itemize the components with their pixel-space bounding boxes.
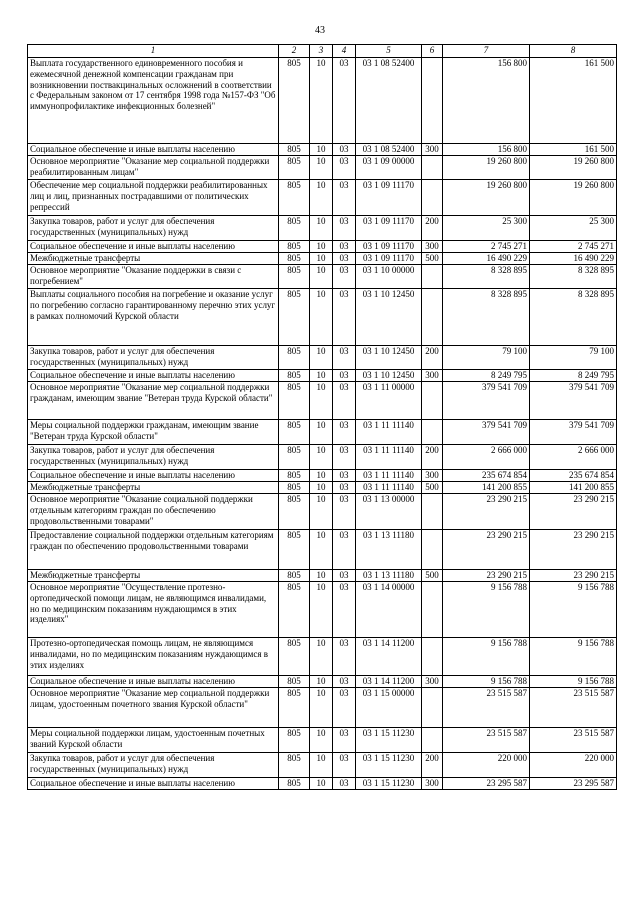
row-amount-year2: 19 260 800 bbox=[530, 180, 617, 216]
row-code-admin: 805 bbox=[279, 482, 310, 494]
row-amount-year1: 19 260 800 bbox=[443, 156, 530, 180]
row-code-target: 03 1 10 12450 bbox=[356, 346, 422, 370]
table-row bbox=[28, 241, 617, 253]
row-code-expense-type bbox=[422, 180, 443, 216]
row-code-subsection: 03 bbox=[333, 582, 356, 638]
row-code-expense-type: 300 bbox=[422, 370, 443, 382]
row-amount-year1: 23 290 215 bbox=[443, 494, 530, 530]
column-header: 1 bbox=[28, 45, 279, 58]
row-code-expense-type bbox=[422, 688, 443, 728]
row-name: Закупка товаров, работ и услуг для обеспечения государственных (муниципальных) нужд bbox=[28, 445, 279, 470]
table-row bbox=[28, 180, 617, 216]
row-code-section: 10 bbox=[310, 382, 333, 420]
row-code-subsection: 03 bbox=[333, 753, 356, 778]
row-code-section: 10 bbox=[310, 445, 333, 470]
row-amount-year2: 8 328 895 bbox=[530, 289, 617, 346]
budget-table bbox=[27, 44, 617, 790]
row-amount-year2: 379 541 709 bbox=[530, 420, 617, 445]
row-amount-year1: 2 745 271 bbox=[443, 241, 530, 253]
table-row bbox=[28, 216, 617, 241]
row-code-target: 03 1 13 11180 bbox=[356, 570, 422, 582]
row-amount-year1: 141 200 855 bbox=[443, 482, 530, 494]
row-code-subsection: 03 bbox=[333, 58, 356, 144]
row-amount-year2: 8 249 795 bbox=[530, 370, 617, 382]
row-name: Предоставление социальной поддержки отдельным категориям граждан по обеспечению продовольственными товарами bbox=[28, 530, 279, 570]
row-amount-year1: 23 295 587 bbox=[443, 778, 530, 790]
row-amount-year2: 16 490 229 bbox=[530, 253, 617, 265]
table-row bbox=[28, 58, 617, 144]
row-name: Межбюджетные трансферты bbox=[28, 482, 279, 494]
row-code-admin: 805 bbox=[279, 382, 310, 420]
row-name: Основное мероприятие "Оказание мер социальной поддержки реабилитированным лицам" bbox=[28, 156, 279, 180]
row-code-target: 03 1 11 11140 bbox=[356, 470, 422, 482]
table-row bbox=[28, 582, 617, 638]
row-code-subsection: 03 bbox=[333, 494, 356, 530]
row-code-admin: 805 bbox=[279, 180, 310, 216]
row-amount-year1: 16 490 229 bbox=[443, 253, 530, 265]
row-amount-year2: 19 260 800 bbox=[530, 156, 617, 180]
row-code-expense-type: 200 bbox=[422, 445, 443, 470]
row-code-admin: 805 bbox=[279, 778, 310, 790]
row-name: Основное мероприятие "Оказание поддержки в связи с погребением" bbox=[28, 265, 279, 289]
row-code-admin: 805 bbox=[279, 216, 310, 241]
row-code-expense-type: 300 bbox=[422, 676, 443, 688]
row-code-admin: 805 bbox=[279, 289, 310, 346]
table-row bbox=[28, 144, 617, 156]
row-amount-year1: 25 300 bbox=[443, 216, 530, 241]
row-code-section: 10 bbox=[310, 370, 333, 382]
row-code-admin: 805 bbox=[279, 265, 310, 289]
row-code-subsection: 03 bbox=[333, 216, 356, 241]
row-name: Протезно-ортопедическая помощь лицам, не являющимся инвалидами, но по медицинским показаниям нуждающимся в этих изделиях bbox=[28, 638, 279, 676]
row-code-expense-type: 200 bbox=[422, 216, 443, 241]
row-code-target: 03 1 09 11170 bbox=[356, 180, 422, 216]
row-amount-year2: 23 295 587 bbox=[530, 778, 617, 790]
row-code-target: 03 1 09 11170 bbox=[356, 241, 422, 253]
row-name: Основное мероприятие "Оказание социальной поддержки отдельным категориям граждан по обеспечению продовольственными товарами" bbox=[28, 494, 279, 530]
row-code-admin: 805 bbox=[279, 470, 310, 482]
row-name: Выплаты социального пособия на погребение и оказание услуг по погребению согласно гарантированному перечню этих услуг в рамках полномочий Курской области bbox=[28, 289, 279, 346]
row-code-expense-type: 300 bbox=[422, 144, 443, 156]
table-row bbox=[28, 482, 617, 494]
row-amount-year2: 141 200 855 bbox=[530, 482, 617, 494]
row-code-section: 10 bbox=[310, 180, 333, 216]
row-code-target: 03 1 15 11230 bbox=[356, 778, 422, 790]
row-code-expense-type bbox=[422, 382, 443, 420]
row-code-section: 10 bbox=[310, 753, 333, 778]
row-code-target: 03 1 08 52400 bbox=[356, 144, 422, 156]
row-code-section: 10 bbox=[310, 156, 333, 180]
table-row bbox=[28, 382, 617, 420]
table-row bbox=[28, 778, 617, 790]
row-code-subsection: 03 bbox=[333, 676, 356, 688]
row-code-section: 10 bbox=[310, 420, 333, 445]
row-amount-year2: 235 674 854 bbox=[530, 470, 617, 482]
row-name: Основное мероприятие "Осуществление протезно-ортопедической помощи лицам, не являющимся инвалидами, но по медицинским показаниям нуждающимся в этих изделиях" bbox=[28, 582, 279, 638]
row-name: Основное мероприятие "Оказание мер социальной поддержки лицам, удостоенным почетного звания Курской области" bbox=[28, 688, 279, 728]
row-code-section: 10 bbox=[310, 241, 333, 253]
row-code-expense-type: 300 bbox=[422, 470, 443, 482]
row-code-expense-type bbox=[422, 638, 443, 676]
table-row bbox=[28, 420, 617, 445]
row-amount-year1: 23 515 587 bbox=[443, 688, 530, 728]
row-code-expense-type: 300 bbox=[422, 778, 443, 790]
row-amount-year1: 220 000 bbox=[443, 753, 530, 778]
row-code-admin: 805 bbox=[279, 676, 310, 688]
row-name: Основное мероприятие "Оказание мер социальной поддержки гражданам, имеющим звание "Ветеран труда Курской области" bbox=[28, 382, 279, 420]
row-code-target: 03 1 15 11230 bbox=[356, 753, 422, 778]
row-amount-year2: 379 541 709 bbox=[530, 382, 617, 420]
row-name: Обеспечение мер социальной поддержки реабилитированных лиц и лиц, признанных пострадавшими от политических репрессий bbox=[28, 180, 279, 216]
row-amount-year2: 161 500 bbox=[530, 58, 617, 144]
table-row bbox=[28, 570, 617, 582]
row-code-expense-type bbox=[422, 156, 443, 180]
row-code-target: 03 1 15 00000 bbox=[356, 688, 422, 728]
table-header-row bbox=[28, 45, 617, 58]
row-code-admin: 805 bbox=[279, 445, 310, 470]
row-amount-year2: 9 156 788 bbox=[530, 582, 617, 638]
row-name: Выплата государственного единовременного пособия и ежемесячной денежной компенсации гражданам при возникновении поствакцинальных осложнений в соответствии с Федеральным законом от 17 сентября 1998 года №157-ФЗ "Об иммунопрофилактике инфекционных болезней" bbox=[28, 58, 279, 144]
table-row bbox=[28, 265, 617, 289]
row-amount-year1: 156 800 bbox=[443, 58, 530, 144]
row-code-expense-type: 500 bbox=[422, 570, 443, 582]
row-code-subsection: 03 bbox=[333, 265, 356, 289]
row-name: Закупка товаров, работ и услуг для обеспечения государственных (муниципальных) нужд bbox=[28, 753, 279, 778]
row-code-section: 10 bbox=[310, 470, 333, 482]
row-code-section: 10 bbox=[310, 289, 333, 346]
table-row bbox=[28, 156, 617, 180]
row-name: Закупка товаров, работ и услуг для обеспечения государственных (муниципальных) нужд bbox=[28, 346, 279, 370]
row-code-target: 03 1 10 12450 bbox=[356, 370, 422, 382]
row-amount-year1: 9 156 788 bbox=[443, 582, 530, 638]
row-code-subsection: 03 bbox=[333, 370, 356, 382]
row-amount-year2: 161 500 bbox=[530, 144, 617, 156]
row-code-section: 10 bbox=[310, 265, 333, 289]
row-code-subsection: 03 bbox=[333, 241, 356, 253]
row-amount-year1: 9 156 788 bbox=[443, 676, 530, 688]
row-code-target: 03 1 10 12450 bbox=[356, 289, 422, 346]
row-code-subsection: 03 bbox=[333, 382, 356, 420]
row-code-target: 03 1 09 11170 bbox=[356, 216, 422, 241]
row-code-subsection: 03 bbox=[333, 530, 356, 570]
row-code-subsection: 03 bbox=[333, 420, 356, 445]
row-code-expense-type bbox=[422, 58, 443, 144]
table-row bbox=[28, 728, 617, 753]
row-code-expense-type bbox=[422, 582, 443, 638]
row-name: Меры социальной поддержки гражданам, имеющим звание "Ветеран труда Курской области" bbox=[28, 420, 279, 445]
row-code-target: 03 1 11 11140 bbox=[356, 482, 422, 494]
row-code-section: 10 bbox=[310, 778, 333, 790]
row-code-section: 10 bbox=[310, 144, 333, 156]
table-row bbox=[28, 494, 617, 530]
row-code-admin: 805 bbox=[279, 346, 310, 370]
row-code-section: 10 bbox=[310, 570, 333, 582]
column-header: 7 bbox=[443, 45, 530, 58]
row-code-subsection: 03 bbox=[333, 470, 356, 482]
row-amount-year1: 23 515 587 bbox=[443, 728, 530, 753]
row-code-section: 10 bbox=[310, 582, 333, 638]
page-number: 43 bbox=[315, 25, 325, 36]
table-body bbox=[28, 58, 617, 790]
column-header: 8 bbox=[530, 45, 617, 58]
table-row bbox=[28, 253, 617, 265]
row-name: Закупка товаров, работ и услуг для обеспечения государственных (муниципальных) нужд bbox=[28, 216, 279, 241]
row-amount-year1: 379 541 709 bbox=[443, 420, 530, 445]
row-code-admin: 805 bbox=[279, 688, 310, 728]
row-code-section: 10 bbox=[310, 346, 333, 370]
row-code-subsection: 03 bbox=[333, 482, 356, 494]
row-code-subsection: 03 bbox=[333, 156, 356, 180]
row-code-expense-type bbox=[422, 265, 443, 289]
row-code-target: 03 1 14 11200 bbox=[356, 638, 422, 676]
row-amount-year1: 8 328 895 bbox=[443, 289, 530, 346]
row-code-section: 10 bbox=[310, 676, 333, 688]
row-code-admin: 805 bbox=[279, 156, 310, 180]
table-row bbox=[28, 676, 617, 688]
table-row bbox=[28, 445, 617, 470]
table-row bbox=[28, 370, 617, 382]
row-amount-year1: 9 156 788 bbox=[443, 638, 530, 676]
row-code-subsection: 03 bbox=[333, 728, 356, 753]
row-name: Социальное обеспечение и иные выплаты населению bbox=[28, 370, 279, 382]
row-code-subsection: 03 bbox=[333, 638, 356, 676]
row-code-admin: 805 bbox=[279, 420, 310, 445]
row-amount-year1: 379 541 709 bbox=[443, 382, 530, 420]
row-amount-year2: 9 156 788 bbox=[530, 676, 617, 688]
column-header: 6 bbox=[422, 45, 443, 58]
row-code-admin: 805 bbox=[279, 582, 310, 638]
row-code-subsection: 03 bbox=[333, 445, 356, 470]
row-code-admin: 805 bbox=[279, 370, 310, 382]
row-code-subsection: 03 bbox=[333, 778, 356, 790]
row-code-section: 10 bbox=[310, 638, 333, 676]
row-amount-year2: 8 328 895 bbox=[530, 265, 617, 289]
row-code-admin: 805 bbox=[279, 58, 310, 144]
row-code-admin: 805 bbox=[279, 144, 310, 156]
row-amount-year1: 23 290 215 bbox=[443, 530, 530, 570]
row-code-expense-type bbox=[422, 420, 443, 445]
row-amount-year2: 23 515 587 bbox=[530, 728, 617, 753]
row-amount-year1: 23 290 215 bbox=[443, 570, 530, 582]
table-row bbox=[28, 688, 617, 728]
row-amount-year2: 9 156 788 bbox=[530, 638, 617, 676]
row-amount-year1: 8 328 895 bbox=[443, 265, 530, 289]
row-code-expense-type: 500 bbox=[422, 253, 443, 265]
row-code-expense-type bbox=[422, 530, 443, 570]
row-amount-year2: 23 290 215 bbox=[530, 530, 617, 570]
row-code-admin: 805 bbox=[279, 530, 310, 570]
table-row bbox=[28, 530, 617, 570]
row-name: Социальное обеспечение и иные выплаты населению bbox=[28, 241, 279, 253]
row-amount-year2: 23 515 587 bbox=[530, 688, 617, 728]
row-amount-year2: 23 290 215 bbox=[530, 494, 617, 530]
row-code-subsection: 03 bbox=[333, 570, 356, 582]
row-code-section: 10 bbox=[310, 494, 333, 530]
row-amount-year1: 156 800 bbox=[443, 144, 530, 156]
row-amount-year2: 220 000 bbox=[530, 753, 617, 778]
row-amount-year1: 79 100 bbox=[443, 346, 530, 370]
table-row bbox=[28, 346, 617, 370]
row-amount-year1: 235 674 854 bbox=[443, 470, 530, 482]
row-code-target: 03 1 13 11180 bbox=[356, 530, 422, 570]
row-amount-year1: 19 260 800 bbox=[443, 180, 530, 216]
row-code-target: 03 1 09 11170 bbox=[356, 253, 422, 265]
row-name: Социальное обеспечение и иные выплаты населению bbox=[28, 144, 279, 156]
row-code-subsection: 03 bbox=[333, 253, 356, 265]
row-code-expense-type: 500 bbox=[422, 482, 443, 494]
row-code-expense-type bbox=[422, 494, 443, 530]
row-amount-year2: 23 290 215 bbox=[530, 570, 617, 582]
row-code-subsection: 03 bbox=[333, 289, 356, 346]
row-code-expense-type bbox=[422, 289, 443, 346]
row-amount-year1: 2 666 000 bbox=[443, 445, 530, 470]
row-code-section: 10 bbox=[310, 58, 333, 144]
row-code-target: 03 1 11 11140 bbox=[356, 420, 422, 445]
table-row bbox=[28, 289, 617, 346]
column-header: 4 bbox=[333, 45, 356, 58]
column-header: 5 bbox=[356, 45, 422, 58]
row-code-subsection: 03 bbox=[333, 144, 356, 156]
row-code-section: 10 bbox=[310, 253, 333, 265]
row-code-section: 10 bbox=[310, 216, 333, 241]
table-row bbox=[28, 753, 617, 778]
table-row bbox=[28, 638, 617, 676]
row-name: Межбюджетные трансферты bbox=[28, 570, 279, 582]
row-code-admin: 805 bbox=[279, 753, 310, 778]
row-amount-year2: 2 745 271 bbox=[530, 241, 617, 253]
table-row bbox=[28, 470, 617, 482]
row-code-target: 03 1 11 11140 bbox=[356, 445, 422, 470]
row-code-expense-type: 200 bbox=[422, 346, 443, 370]
row-name: Социальное обеспечение и иные выплаты населению bbox=[28, 778, 279, 790]
row-code-admin: 805 bbox=[279, 570, 310, 582]
row-code-section: 10 bbox=[310, 688, 333, 728]
row-code-expense-type bbox=[422, 728, 443, 753]
row-code-admin: 805 bbox=[279, 241, 310, 253]
row-code-target: 03 1 08 52400 bbox=[356, 58, 422, 144]
row-code-subsection: 03 bbox=[333, 688, 356, 728]
row-code-subsection: 03 bbox=[333, 346, 356, 370]
row-code-target: 03 1 14 00000 bbox=[356, 582, 422, 638]
row-code-expense-type: 300 bbox=[422, 241, 443, 253]
row-code-target: 03 1 09 00000 bbox=[356, 156, 422, 180]
row-code-target: 03 1 13 00000 bbox=[356, 494, 422, 530]
row-code-expense-type: 200 bbox=[422, 753, 443, 778]
row-name: Социальное обеспечение и иные выплаты населению bbox=[28, 676, 279, 688]
row-code-section: 10 bbox=[310, 728, 333, 753]
row-name: Социальное обеспечение и иные выплаты населению bbox=[28, 470, 279, 482]
row-code-admin: 805 bbox=[279, 728, 310, 753]
row-code-admin: 805 bbox=[279, 638, 310, 676]
row-code-admin: 805 bbox=[279, 494, 310, 530]
row-code-target: 03 1 14 11200 bbox=[356, 676, 422, 688]
row-code-section: 10 bbox=[310, 482, 333, 494]
column-header: 3 bbox=[310, 45, 333, 58]
row-code-target: 03 1 10 00000 bbox=[356, 265, 422, 289]
row-name: Меры социальной поддержки лицам, удостоенным почетных званий Курской области bbox=[28, 728, 279, 753]
row-name: Межбюджетные трансферты bbox=[28, 253, 279, 265]
row-amount-year2: 2 666 000 bbox=[530, 445, 617, 470]
row-amount-year1: 8 249 795 bbox=[443, 370, 530, 382]
column-header: 2 bbox=[279, 45, 310, 58]
row-code-admin: 805 bbox=[279, 253, 310, 265]
row-code-subsection: 03 bbox=[333, 180, 356, 216]
row-amount-year2: 25 300 bbox=[530, 216, 617, 241]
row-amount-year2: 79 100 bbox=[530, 346, 617, 370]
row-code-target: 03 1 15 11230 bbox=[356, 728, 422, 753]
row-code-target: 03 1 11 00000 bbox=[356, 382, 422, 420]
row-code-section: 10 bbox=[310, 530, 333, 570]
